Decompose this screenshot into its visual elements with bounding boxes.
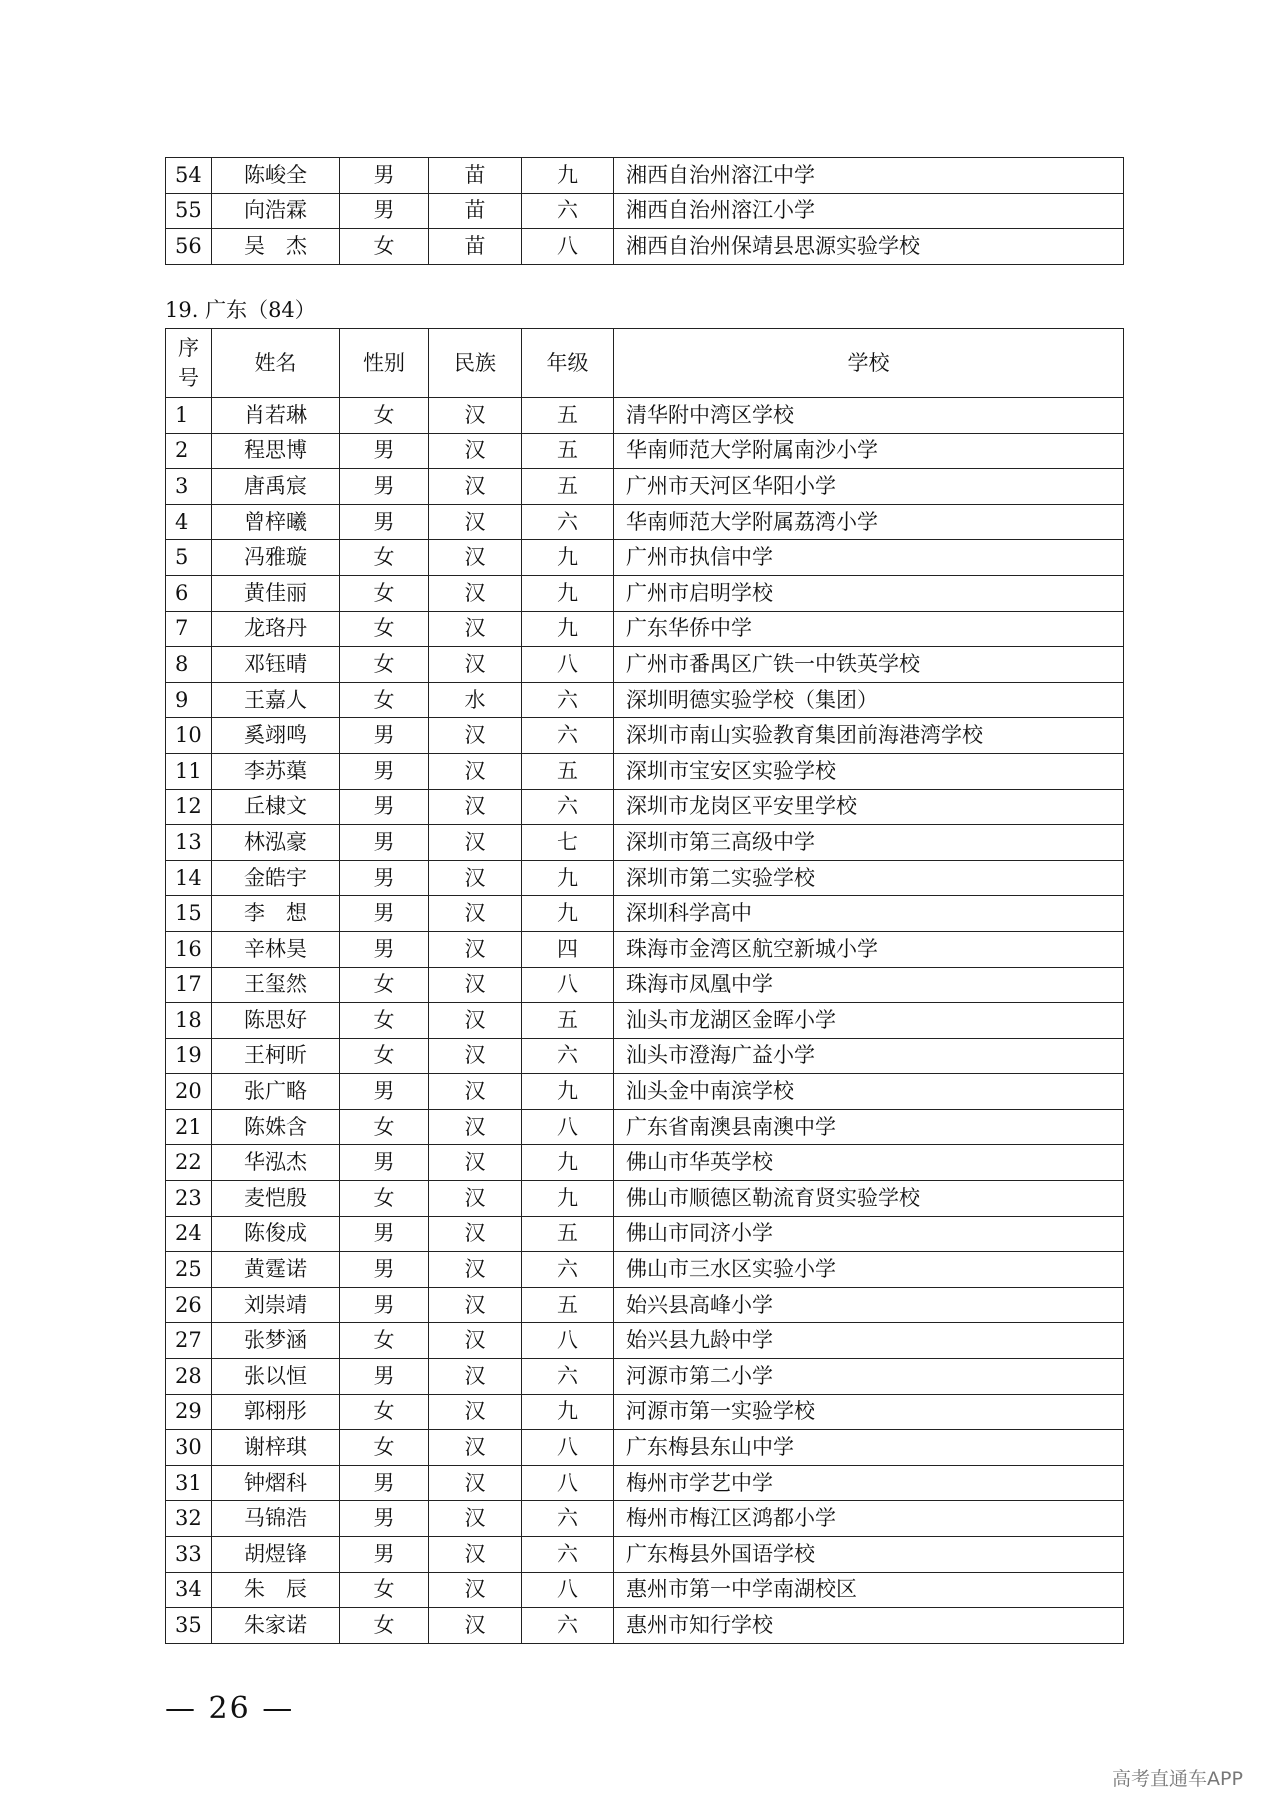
cell-school: 华南师范大学附属南沙小学 [614,433,1124,469]
cell-grade: 六 [522,1537,614,1573]
cell-school: 广东梅县东山中学 [614,1430,1124,1466]
cell-ethnicity: 苗 [429,229,522,265]
cell-gender: 男 [340,860,429,896]
cell-name: 吴 杰 [212,229,340,265]
cell-gender: 女 [340,1323,429,1359]
cell-name: 黄佳丽 [212,575,340,611]
cell-gender: 女 [340,1181,429,1217]
cell-ethnicity: 汉 [429,1287,522,1323]
cell-grade: 五 [522,433,614,469]
cell-gender: 男 [340,789,429,825]
cell-ethnicity: 汉 [429,1608,522,1644]
table-row [166,229,1124,265]
cell-name: 陈姝含 [212,1109,340,1145]
header-ethnicity: 民族 [429,329,522,398]
cell-school: 汕头市澄海广益小学 [614,1038,1124,1074]
cell-ethnicity: 汉 [429,718,522,754]
cell-grade: 五 [522,1003,614,1039]
cell-grade: 九 [522,611,614,647]
cell-index: 29 [166,1394,212,1430]
table-row [166,1394,1124,1430]
cell-grade: 六 [522,1501,614,1537]
cell-gender: 男 [340,718,429,754]
cell-name: 张以恒 [212,1359,340,1395]
cell-index: 54 [166,158,212,194]
cell-school: 广州市天河区华阳小学 [614,469,1124,505]
cell-grade: 六 [522,1359,614,1395]
header-seq-line1: 序 [178,336,199,360]
cell-grade: 九 [522,896,614,932]
cell-school: 清华附中湾区学校 [614,398,1124,434]
cell-name: 朱 辰 [212,1572,340,1608]
cell-index: 16 [166,931,212,967]
cell-name: 肖若琳 [212,398,340,434]
cell-grade: 六 [522,1252,614,1288]
cell-school: 佛山市顺德区勒流育贤实验学校 [614,1181,1124,1217]
cell-index: 35 [166,1608,212,1644]
cell-ethnicity: 汉 [429,860,522,896]
cell-grade: 七 [522,825,614,861]
cell-ethnicity: 汉 [429,1501,522,1537]
cell-ethnicity: 汉 [429,967,522,1003]
table-header [166,329,1124,398]
cell-index: 5 [166,540,212,576]
cell-ethnicity: 汉 [429,504,522,540]
cell-index: 31 [166,1465,212,1501]
cell-name: 郭栩彤 [212,1394,340,1430]
cell-school: 广州市番禺区广铁一中铁英学校 [614,647,1124,683]
cell-gender: 男 [340,158,429,194]
cell-grade: 六 [522,789,614,825]
cell-index: 19 [166,1038,212,1074]
cell-index: 4 [166,504,212,540]
cell-ethnicity: 汉 [429,647,522,683]
cell-ethnicity: 苗 [429,158,522,194]
cell-grade: 八 [522,1465,614,1501]
cell-ethnicity: 汉 [429,1430,522,1466]
table-row [166,647,1124,683]
cell-index: 27 [166,1323,212,1359]
cell-gender: 男 [340,1145,429,1181]
header-seq-line2: 号 [178,366,199,390]
cell-gender: 女 [340,1003,429,1039]
table-row [166,967,1124,1003]
cell-school: 惠州市第一中学南湖校区 [614,1572,1124,1608]
table-row [166,753,1124,789]
cell-index: 6 [166,575,212,611]
cell-school: 佛山市三水区实验小学 [614,1252,1124,1288]
table-row [166,1003,1124,1039]
cell-name: 胡煜锋 [212,1537,340,1573]
table-row [166,193,1124,229]
cell-grade: 五 [522,1216,614,1252]
cell-school: 佛山市同济小学 [614,1216,1124,1252]
cell-index: 25 [166,1252,212,1288]
cell-name: 麦恺殷 [212,1181,340,1217]
cell-index: 56 [166,229,212,265]
cell-name: 程思博 [212,433,340,469]
cell-ethnicity: 汉 [429,1109,522,1145]
cell-ethnicity: 汉 [429,1038,522,1074]
cell-name: 陈思好 [212,1003,340,1039]
table-row [166,469,1124,505]
cell-gender: 男 [340,1252,429,1288]
cell-index: 33 [166,1537,212,1573]
cell-grade: 八 [522,1323,614,1359]
cell-name: 李 想 [212,896,340,932]
cell-school: 汕头金中南滨学校 [614,1074,1124,1110]
table-row [166,1287,1124,1323]
cell-name: 朱家诺 [212,1608,340,1644]
cell-school: 珠海市金湾区航空新城小学 [614,931,1124,967]
cell-school: 佛山市华英学校 [614,1145,1124,1181]
cell-ethnicity: 汉 [429,753,522,789]
cell-name: 王嘉人 [212,682,340,718]
cell-ethnicity: 汉 [429,1465,522,1501]
cell-ethnicity: 汉 [429,433,522,469]
header-seq [166,329,212,398]
cell-ethnicity: 汉 [429,1074,522,1110]
cell-name: 张广略 [212,1074,340,1110]
cell-school: 汕头市龙湖区金晖小学 [614,1003,1124,1039]
cell-name: 谢梓琪 [212,1430,340,1466]
cell-school: 惠州市知行学校 [614,1608,1124,1644]
cell-school: 湘西自治州溶江中学 [614,158,1124,194]
cell-gender: 男 [340,1359,429,1395]
cell-gender: 男 [340,1465,429,1501]
table-row [166,398,1124,434]
cell-ethnicity: 汉 [429,611,522,647]
cell-index: 24 [166,1216,212,1252]
cell-grade: 四 [522,931,614,967]
cell-gender: 男 [340,1501,429,1537]
cell-ethnicity: 汉 [429,1572,522,1608]
table-row [166,682,1124,718]
cell-ethnicity: 汉 [429,825,522,861]
cell-grade: 八 [522,967,614,1003]
cell-school: 河源市第一实验学校 [614,1394,1124,1430]
cell-gender: 男 [340,1074,429,1110]
cell-grade: 九 [522,1181,614,1217]
cell-grade: 八 [522,1109,614,1145]
cell-ethnicity: 汉 [429,575,522,611]
table-row [166,540,1124,576]
cell-index: 18 [166,1003,212,1039]
table-row [166,931,1124,967]
cell-gender: 女 [340,682,429,718]
cell-school: 广东梅县外国语学校 [614,1537,1124,1573]
cell-gender: 女 [340,1608,429,1644]
cell-name: 刘崇靖 [212,1287,340,1323]
cell-ethnicity: 汉 [429,1181,522,1217]
cell-ethnicity: 汉 [429,931,522,967]
cell-ethnicity: 苗 [429,193,522,229]
cell-school: 深圳市第三高级中学 [614,825,1124,861]
cell-gender: 男 [340,469,429,505]
cell-gender: 男 [340,1537,429,1573]
cell-grade: 九 [522,860,614,896]
cell-gender: 女 [340,1109,429,1145]
cell-name: 丘棣文 [212,789,340,825]
cell-school: 深圳明德实验学校（集团） [614,682,1124,718]
header-school: 学校 [614,329,1124,398]
cell-grade: 九 [522,158,614,194]
cell-school: 湘西自治州保靖县思源实验学校 [614,229,1124,265]
cell-name: 王玺然 [212,967,340,1003]
cell-grade: 六 [522,718,614,754]
cell-gender: 女 [340,1430,429,1466]
cell-index: 12 [166,789,212,825]
cell-index: 30 [166,1430,212,1466]
cell-grade: 六 [522,504,614,540]
cell-name: 李苏蕖 [212,753,340,789]
cell-index: 8 [166,647,212,683]
cell-grade: 六 [522,1608,614,1644]
cell-grade: 九 [522,1145,614,1181]
cell-name: 张梦涵 [212,1323,340,1359]
cell-index: 32 [166,1501,212,1537]
cell-index: 14 [166,860,212,896]
cell-index: 9 [166,682,212,718]
table-row [166,1216,1124,1252]
cell-school: 珠海市凤凰中学 [614,967,1124,1003]
cell-index: 28 [166,1359,212,1395]
cell-index: 15 [166,896,212,932]
cell-name: 奚翊鸣 [212,718,340,754]
cell-grade: 九 [522,540,614,576]
cell-school: 始兴县高峰小学 [614,1287,1124,1323]
cell-grade: 八 [522,229,614,265]
cell-school: 梅州市学艺中学 [614,1465,1124,1501]
cell-name: 龙珞丹 [212,611,340,647]
table-row [166,1501,1124,1537]
table-row [166,504,1124,540]
cell-grade: 八 [522,1430,614,1466]
cell-school: 河源市第二小学 [614,1359,1124,1395]
cell-school: 深圳市龙岗区平安里学校 [614,789,1124,825]
table-row [166,611,1124,647]
table-row [166,1572,1124,1608]
cell-gender: 男 [340,504,429,540]
cell-index: 11 [166,753,212,789]
main-table-body [166,398,1124,1644]
cell-gender: 女 [340,967,429,1003]
cell-grade: 五 [522,398,614,434]
table-row [166,1430,1124,1466]
cell-index: 22 [166,1145,212,1181]
table-row [166,1074,1124,1110]
table-row [166,433,1124,469]
cell-school: 广州市启明学校 [614,575,1124,611]
cell-grade: 六 [522,193,614,229]
cell-index: 20 [166,1074,212,1110]
cell-ethnicity: 汉 [429,1145,522,1181]
table-row [166,1359,1124,1395]
cell-index: 26 [166,1287,212,1323]
table-row [166,1608,1124,1644]
cell-index: 55 [166,193,212,229]
table-row [166,1537,1124,1573]
cell-index: 21 [166,1109,212,1145]
cell-name: 唐禹宸 [212,469,340,505]
cell-ethnicity: 汉 [429,789,522,825]
cell-gender: 女 [340,647,429,683]
cell-name: 冯雅璇 [212,540,340,576]
top-table [165,157,1124,265]
cell-gender: 女 [340,1394,429,1430]
header-row [166,329,1124,398]
cell-name: 马锦浩 [212,1501,340,1537]
cell-grade: 六 [522,682,614,718]
cell-index: 17 [166,967,212,1003]
cell-grade: 五 [522,469,614,505]
cell-grade: 九 [522,575,614,611]
cell-ethnicity: 汉 [429,896,522,932]
cell-grade: 五 [522,753,614,789]
cell-index: 34 [166,1572,212,1608]
cell-name: 向浩霖 [212,193,340,229]
cell-school: 深圳市宝安区实验学校 [614,753,1124,789]
cell-gender: 男 [340,1287,429,1323]
cell-grade: 九 [522,1074,614,1110]
table-row [166,1145,1124,1181]
cell-name: 陈峻全 [212,158,340,194]
cell-name: 林泓豪 [212,825,340,861]
cell-ethnicity: 汉 [429,1003,522,1039]
header-grade: 年级 [522,329,614,398]
watermark: 高考直通车APP [1112,1768,1243,1790]
cell-name: 钟熠科 [212,1465,340,1501]
table-row [166,1181,1124,1217]
header-name: 姓名 [212,329,340,398]
cell-gender: 女 [340,575,429,611]
cell-school: 广东华侨中学 [614,611,1124,647]
table-row [166,896,1124,932]
cell-ethnicity: 汉 [429,1252,522,1288]
cell-ethnicity: 汉 [429,1394,522,1430]
main-table [165,328,1124,1644]
cell-gender: 女 [340,1038,429,1074]
cell-school: 广东省南澳县南澳中学 [614,1109,1124,1145]
cell-index: 23 [166,1181,212,1217]
cell-index: 7 [166,611,212,647]
cell-ethnicity: 水 [429,682,522,718]
table-row [166,1109,1124,1145]
cell-gender: 女 [340,540,429,576]
cell-gender: 女 [340,229,429,265]
cell-school: 深圳市南山实验教育集团前海港湾学校 [614,718,1124,754]
cell-ethnicity: 汉 [429,1359,522,1395]
cell-name: 王柯昕 [212,1038,340,1074]
table-row [166,718,1124,754]
table-row [166,575,1124,611]
cell-name: 邓钰晴 [212,647,340,683]
cell-gender: 男 [340,825,429,861]
cell-grade: 六 [522,1038,614,1074]
header-gender: 性别 [340,329,429,398]
cell-index: 2 [166,433,212,469]
cell-school: 广州市执信中学 [614,540,1124,576]
cell-ethnicity: 汉 [429,469,522,505]
cell-gender: 男 [340,1216,429,1252]
cell-gender: 男 [340,193,429,229]
cell-grade: 八 [522,647,614,683]
cell-ethnicity: 汉 [429,398,522,434]
top-table-body [166,158,1124,265]
table-row [166,789,1124,825]
cell-gender: 女 [340,398,429,434]
cell-gender: 男 [340,931,429,967]
cell-ethnicity: 汉 [429,1537,522,1573]
cell-school: 梅州市梅江区鸿都小学 [614,1501,1124,1537]
cell-school: 深圳市第二实验学校 [614,860,1124,896]
cell-school: 始兴县九龄中学 [614,1323,1124,1359]
table-row [166,1038,1124,1074]
table-row [166,1323,1124,1359]
cell-name: 辛林昊 [212,931,340,967]
cell-school: 湘西自治州溶江小学 [614,193,1124,229]
cell-gender: 男 [340,753,429,789]
page-number: — 26 — [165,1691,295,1726]
cell-school: 深圳科学高中 [614,896,1124,932]
cell-gender: 女 [340,1572,429,1608]
cell-name: 曾梓曦 [212,504,340,540]
cell-name: 黄霆诺 [212,1252,340,1288]
cell-ethnicity: 汉 [429,1216,522,1252]
cell-grade: 八 [522,1572,614,1608]
cell-ethnicity: 汉 [429,540,522,576]
cell-gender: 女 [340,611,429,647]
cell-index: 10 [166,718,212,754]
cell-name: 金皓宇 [212,860,340,896]
cell-school: 华南师范大学附属荔湾小学 [614,504,1124,540]
cell-index: 3 [166,469,212,505]
cell-grade: 九 [522,1394,614,1430]
cell-index: 1 [166,398,212,434]
table-row [166,158,1124,194]
table-row [166,1252,1124,1288]
cell-gender: 男 [340,433,429,469]
table-row [166,1465,1124,1501]
table-row [166,825,1124,861]
cell-grade: 五 [522,1287,614,1323]
cell-ethnicity: 汉 [429,1323,522,1359]
table-row [166,860,1124,896]
cell-gender: 男 [340,896,429,932]
cell-name: 陈俊成 [212,1216,340,1252]
cell-name: 华泓杰 [212,1145,340,1181]
cell-index: 13 [166,825,212,861]
section-title: 19. 广东（84） [165,298,316,322]
